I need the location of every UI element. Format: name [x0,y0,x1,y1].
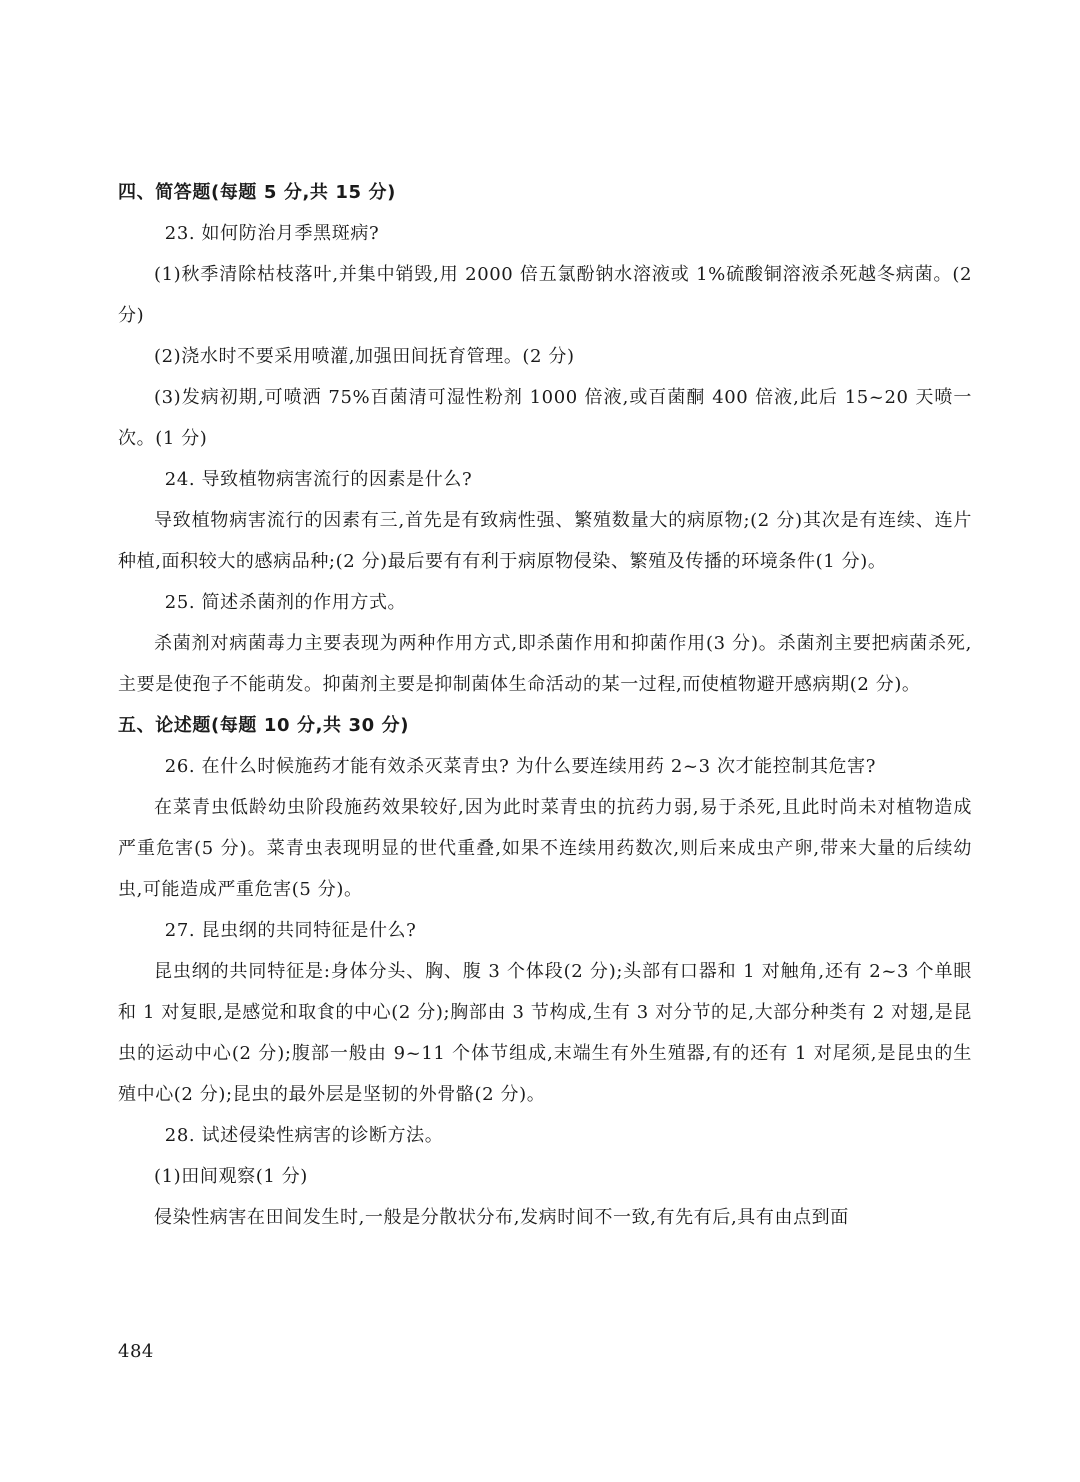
section-heading-essay: 五、论述题(每题 10 分,共 30 分) [118,715,410,736]
page-content [118,172,972,1238]
question-26: 26. 在什么时候施药才能有效杀灭菜青虫? 为什么要连续用药 2~3 次才能控制其危害? [164,756,876,777]
answer-26: 在菜青虫低龄幼虫阶段施药效果较好,因为此时菜青虫的抗药力弱,易于杀死,且此时尚未对植物造成严重危害(5 分)。菜青虫表现明显的世代重叠,如果不连续用药数次,则后来成虫产卵,带来大量的后续幼虫,可能造成严重危害(5 分)。 [118,797,972,900]
question-28: 28. 试述侵染性病害的诊断方法。 [164,1125,444,1146]
answer-28-point-1: (1)田间观察(1 分) [154,1166,308,1187]
question-23: 23. 如何防治月季黑斑病? [164,223,380,244]
answer-24: 导致植物病害流行的因素有三,首先是有致病性强、繁殖数量大的病原物;(2 分)其次是有连续、连片种植,面积较大的感病品种;(2 分)最后要有有利于病原物侵染、繁殖及传播的环境条件(1 分)。 [118,510,972,572]
answer-23-point-2: (2)浇水时不要采用喷灌,加强田间抚育管理。(2 分) [154,346,575,367]
question-24: 24. 导致植物病害流行的因素是什么? [164,469,473,490]
answer-25: 杀菌剂对病菌毒力主要表现为两种作用方式,即杀菌作用和抑菌作用(3 分)。杀菌剂主要把病菌杀死,主要是使孢子不能萌发。抑菌剂主要是抑制菌体生命活动的某一过程,而使植物避开感病期(2 分)。 [118,633,972,695]
answer-27: 昆虫纲的共同特征是:身体分头、胸、腹 3 个体段(2 分);头部有口器和 1 对触角,还有 2~3 个单眼和 1 对复眼,是感觉和取食的中心(2 分);胸部由 3 节构成,生有 3 对分节的足,大部分种类有 2 对翅,是昆虫的运动中心(2 分);腹部一般由 9~11 个体节组成,末端生有外生殖器,有的还有 1 对尾须,是昆虫的生殖中心(2 分);昆虫的最外层是坚韧的外骨骼(2 分)。 [118,961,972,1105]
answer-23-point-1: (1)秋季清除枯枝落叶,并集中销毁,用 2000 倍五氯酚钠水溶液或 1%硫酸铜溶液杀死越冬病菌。(2 分) [118,264,972,326]
answer-28-text: 侵染性病害在田间发生时,一般是分散状分布,发病时间不一致,有先有后,具有由点到面 [154,1207,849,1228]
answer-23-point-3: (3)发病初期,可喷洒 75%百菌清可湿性粉剂 1000 倍液,或百菌酮 400 倍液,此后 15~20 天喷一次。(1 分) [118,387,972,449]
question-25: 25. 简述杀菌剂的作用方式。 [164,592,407,613]
question-27: 27. 昆虫纲的共同特征是什么? [164,920,417,941]
section-heading-short-answer: 四、简答题(每题 5 分,共 15 分) [118,182,396,203]
page-number: 484 [118,1341,154,1362]
